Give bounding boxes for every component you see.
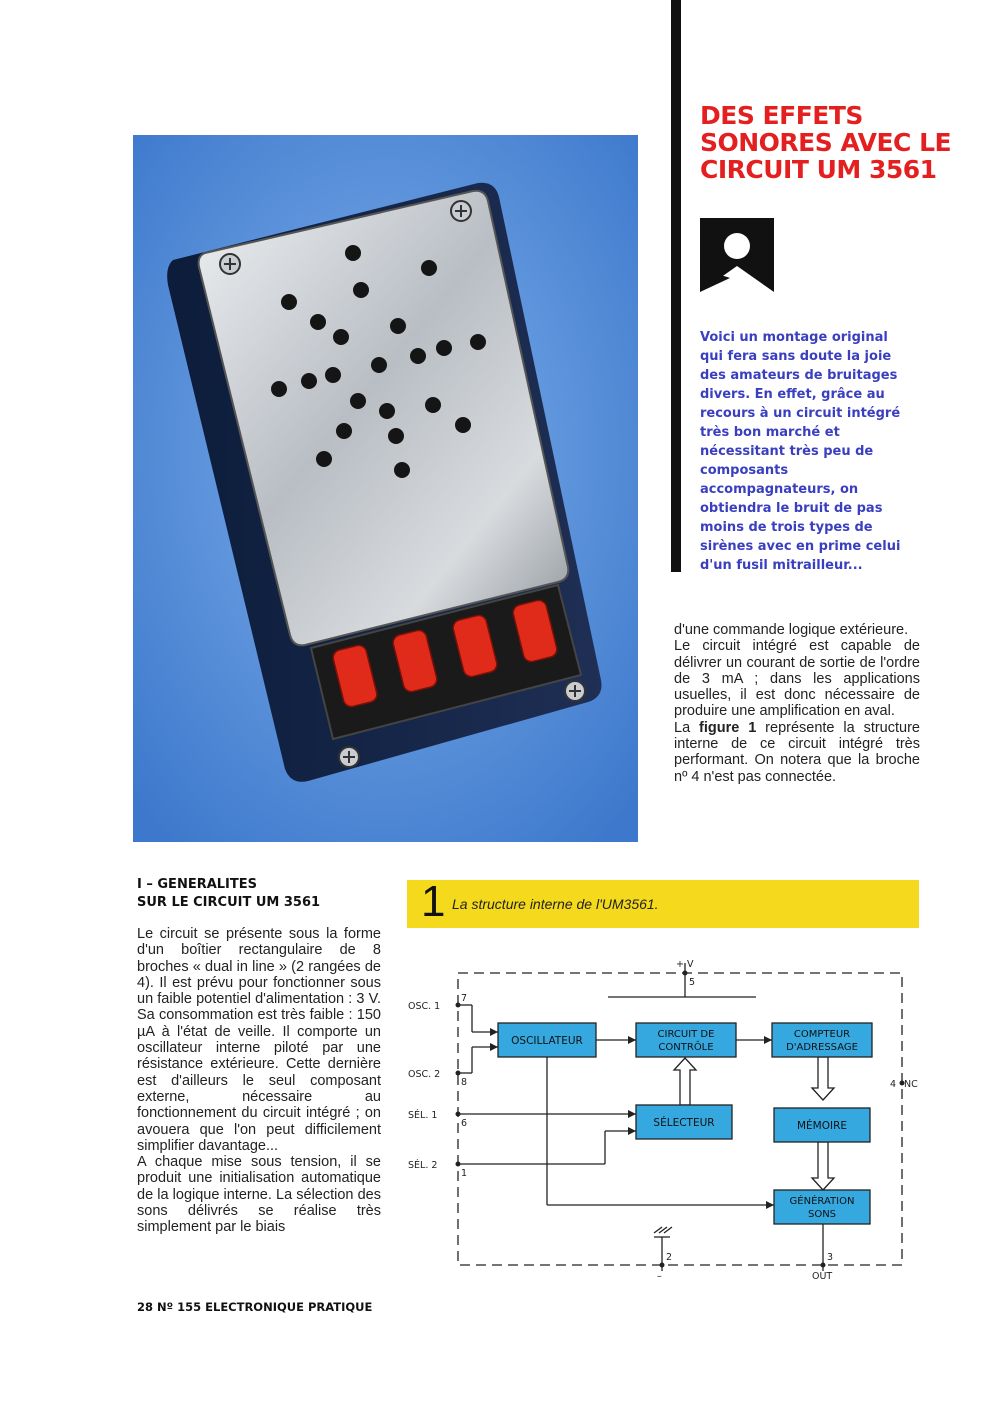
paragraph: A chaque mise sous tension, il se produit une initialisation automatique de la logique interne. La sélection des sons délivrés se réalise très simplement par le biais (137, 1154, 381, 1236)
pin-number: 2 (666, 1252, 673, 1263)
figure-ref: figure 1 (699, 719, 757, 736)
block-label: SÉLECTEUR (653, 1117, 715, 1129)
pin-number: 3 (827, 1252, 834, 1263)
block-label: SONS (807, 1209, 837, 1220)
block-label: CONTRÔLE (658, 1042, 714, 1053)
pin-label-minus: – (657, 1271, 662, 1282)
paragraph (674, 720, 920, 785)
article-title (700, 102, 970, 183)
pin-number: 4 (890, 1079, 897, 1090)
pin-number: 8 (461, 1077, 468, 1088)
oscillateur-block (498, 1023, 596, 1057)
pin-label-osc2: OSC. 2 (408, 1069, 441, 1080)
paragraph: d'une commande logique extérieure. (674, 622, 909, 638)
pin-number: 5 (689, 977, 696, 988)
block-label: MÉMOIRE (796, 1120, 848, 1132)
pin-label-sel2: SÉL. 2 (408, 1160, 438, 1171)
section-heading-line-2: SUR LE CIRCUIT UM 3561 (137, 895, 321, 910)
pin-number: 1 (461, 1168, 468, 1179)
generation-sons-block (774, 1190, 870, 1224)
text-run: représente la structure interne de ce circuit intégré très performant. On notera que la broche nº 4 n'est pas connectée. (674, 719, 920, 785)
circuit-controle-block (636, 1023, 736, 1057)
pin-label-out: OUT (812, 1271, 833, 1282)
title-line-3: CIRCUIT UM 3561 (700, 155, 937, 184)
product-photo (133, 135, 638, 842)
block-label: GÉNÉRATION (789, 1196, 855, 1207)
body-column-left (137, 926, 381, 1236)
pin-number: 7 (461, 993, 468, 1004)
pin-label-osc1: OSC. 1 (408, 1001, 441, 1012)
text-run: La (674, 719, 700, 736)
section-heading (137, 876, 387, 912)
memoire-block (774, 1108, 870, 1142)
block-label: CIRCUIT DE (657, 1029, 715, 1040)
block-label: OSCILLATEUR (511, 1035, 583, 1047)
pin-label-nc: NC (904, 1079, 918, 1090)
intro-paragraph: Voici un montage original qui fera sans doute la joie des amateurs de bruitages divers. En effet, grâce au recours à un circuit intégré très bon marché et nécessitant très peu de composants accompagnateurs, on obtiendra le bruit de pas moins de trois types de sirènes avec en prime celui d'un fusil mitrailleur... (700, 330, 901, 573)
magazine-logo (700, 218, 774, 292)
body-column-right (674, 622, 920, 785)
page-footer: 28 Nº 155 ELECTRONIQUE PRATIQUE (137, 1300, 373, 1314)
selecteur-block (636, 1105, 732, 1139)
paragraph: Le circuit se présente sous la forme d'un boîtier rectangulaire de 8 broches « dual in line » (2 rangées de 4). Il est prévu pour fonctionner sous un faible potentiel d'alimentation : 3 V. Sa consommation est très faible : 150 µA à l'état de veille. Il comporte un oscillateur interne piloté par une résistance extérieure. Cette dernière est d'ailleurs le seul composant externe, nécessaire au fonctionnement du circuit intégré ; on avouera que l'on peut difficilement simplifier davantage... (137, 926, 381, 1154)
block-label: D'ADRESSAGE (786, 1042, 858, 1053)
compteur-block (772, 1023, 872, 1057)
figure-number: 1 (421, 877, 446, 926)
pin-label-vplus: + V (676, 959, 694, 970)
pin-label-sel1: SÉL. 1 (408, 1110, 438, 1121)
pin-number: 6 (461, 1118, 468, 1129)
block-diagram (400, 955, 925, 1290)
figure-caption: La structure interne de l'UM3561. (452, 896, 659, 912)
vertical-rule (671, 0, 681, 572)
paragraph: Le circuit intégré est capable de délivrer un courant de sortie de l'ordre de 3 mA ; dans les applications usuelles, il est donc nécessaire de produire une amplification en aval. (674, 638, 920, 720)
section-heading-line-1: I – GENERALITES (137, 877, 258, 892)
title-line-2: SONORES AVEC LE (700, 128, 952, 157)
title-line-1: DES EFFETS (700, 101, 863, 130)
block-label: COMPTEUR (793, 1029, 851, 1040)
